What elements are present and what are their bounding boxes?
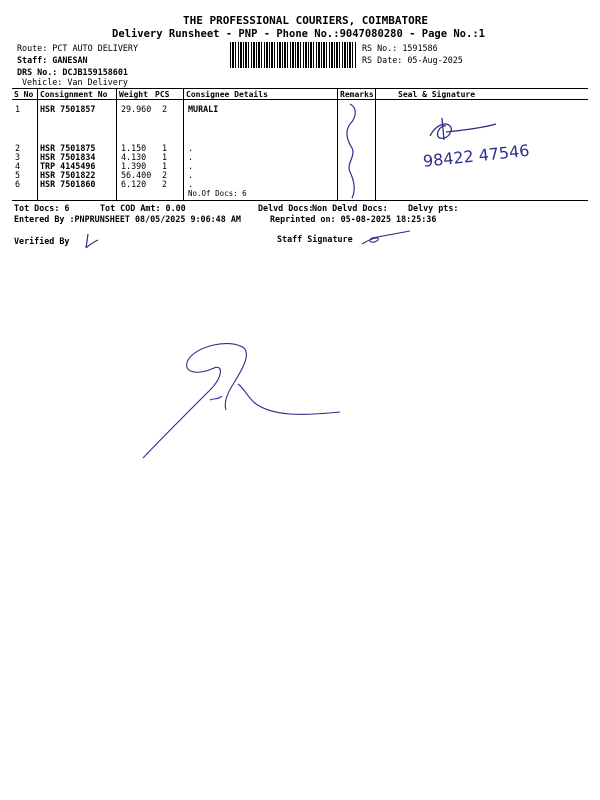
- row-consignment: HSR 7501860: [40, 179, 96, 189]
- row-consignee: .: [188, 152, 194, 162]
- runsheet-subtitle: Delivery Runsheet - PNP - Phone No.:9047080280 - Page No.:1: [112, 28, 485, 40]
- route-label: Route: PCT AUTO DELIVERY: [17, 43, 139, 53]
- tot-docs: Tot Docs: 6: [14, 203, 70, 213]
- row-consignment: HSR 7501875: [40, 143, 96, 153]
- row-consignee: .: [188, 161, 194, 171]
- row-consignee: MURALI: [188, 104, 219, 114]
- row-pcs: 2: [162, 170, 168, 180]
- row-sno: 4: [15, 161, 21, 171]
- reprinted-on: Reprinted on: 05-08-2025 18:25:36: [270, 214, 437, 224]
- handwritten-phone: 98422 47546: [422, 140, 531, 171]
- row-weight: 4.130: [121, 152, 147, 162]
- header-sno: S No: [14, 90, 34, 99]
- header-consignee: Consignee Details: [186, 90, 268, 99]
- verified-signature: [86, 234, 98, 248]
- seal-signature: [430, 118, 496, 140]
- staff-signature-mark: [362, 231, 410, 244]
- row-pcs: 2: [162, 104, 168, 114]
- delvy-pts: Delvy pts:: [408, 203, 459, 213]
- header-remarks: Remarks: [340, 90, 374, 99]
- header-pcs: PCS: [155, 90, 170, 99]
- non-delvd-docs: Non Delvd Docs:: [312, 203, 388, 213]
- row-consignee: .: [188, 170, 194, 180]
- row-pcs: 1: [162, 152, 168, 162]
- company-title: THE PROFESSIONAL COURIERS, COIMBATORE: [183, 14, 429, 27]
- row-consignment: HSR 7501857: [40, 104, 96, 114]
- no-of-docs: No.Of Docs: 6: [188, 189, 247, 198]
- row-sno: 1: [15, 104, 21, 114]
- row-weight: 1.150: [121, 143, 147, 153]
- large-signature: [143, 344, 340, 458]
- tot-cod-amt: Tot COD Amt: 0.00: [100, 203, 186, 213]
- delvd-docs: Delvd Docs:: [258, 203, 314, 213]
- row-consignee: .: [188, 143, 194, 153]
- header-consignment: Consignment No: [40, 90, 108, 99]
- header-weight: Weight: [119, 90, 148, 99]
- remarks-squiggle: [347, 104, 355, 198]
- row-pcs: 2: [162, 179, 168, 189]
- rs-number: RS No.: 1591586: [362, 43, 438, 53]
- row-pcs: 1: [162, 143, 168, 153]
- row-sno: 5: [15, 170, 21, 180]
- verified-by: Verified By: [14, 236, 70, 246]
- drs-number: DRS No.: DCJB159158601: [17, 67, 128, 77]
- row-sno: 2: [15, 143, 21, 153]
- row-weight: 1.390: [121, 161, 147, 171]
- staff-label: Staff: GANESAN: [17, 55, 88, 65]
- row-consignee: .: [188, 179, 194, 189]
- row-consignment: HSR 7501834: [40, 152, 96, 162]
- header-seal: Seal & Signature: [398, 90, 476, 99]
- row-sno: 3: [15, 152, 21, 162]
- row-consignment: TRP 4145496: [40, 161, 96, 171]
- row-weight: 56.400: [121, 170, 152, 180]
- row-consignment: HSR 7501822: [40, 170, 96, 180]
- row-weight: 6.120: [121, 179, 147, 189]
- row-pcs: 1: [162, 161, 168, 171]
- staff-signature-label: Staff Signature: [277, 234, 353, 244]
- row-sno: 6: [15, 179, 21, 189]
- vehicle-label: Vehicle: Van Delivery: [22, 77, 128, 87]
- row-weight: 29.960: [121, 104, 152, 114]
- entered-by: Entered By :PNPRUNSHEET 08/05/2025 9:06:48 AM: [14, 214, 241, 224]
- rs-date: RS Date: 05-Aug-2025: [362, 55, 463, 65]
